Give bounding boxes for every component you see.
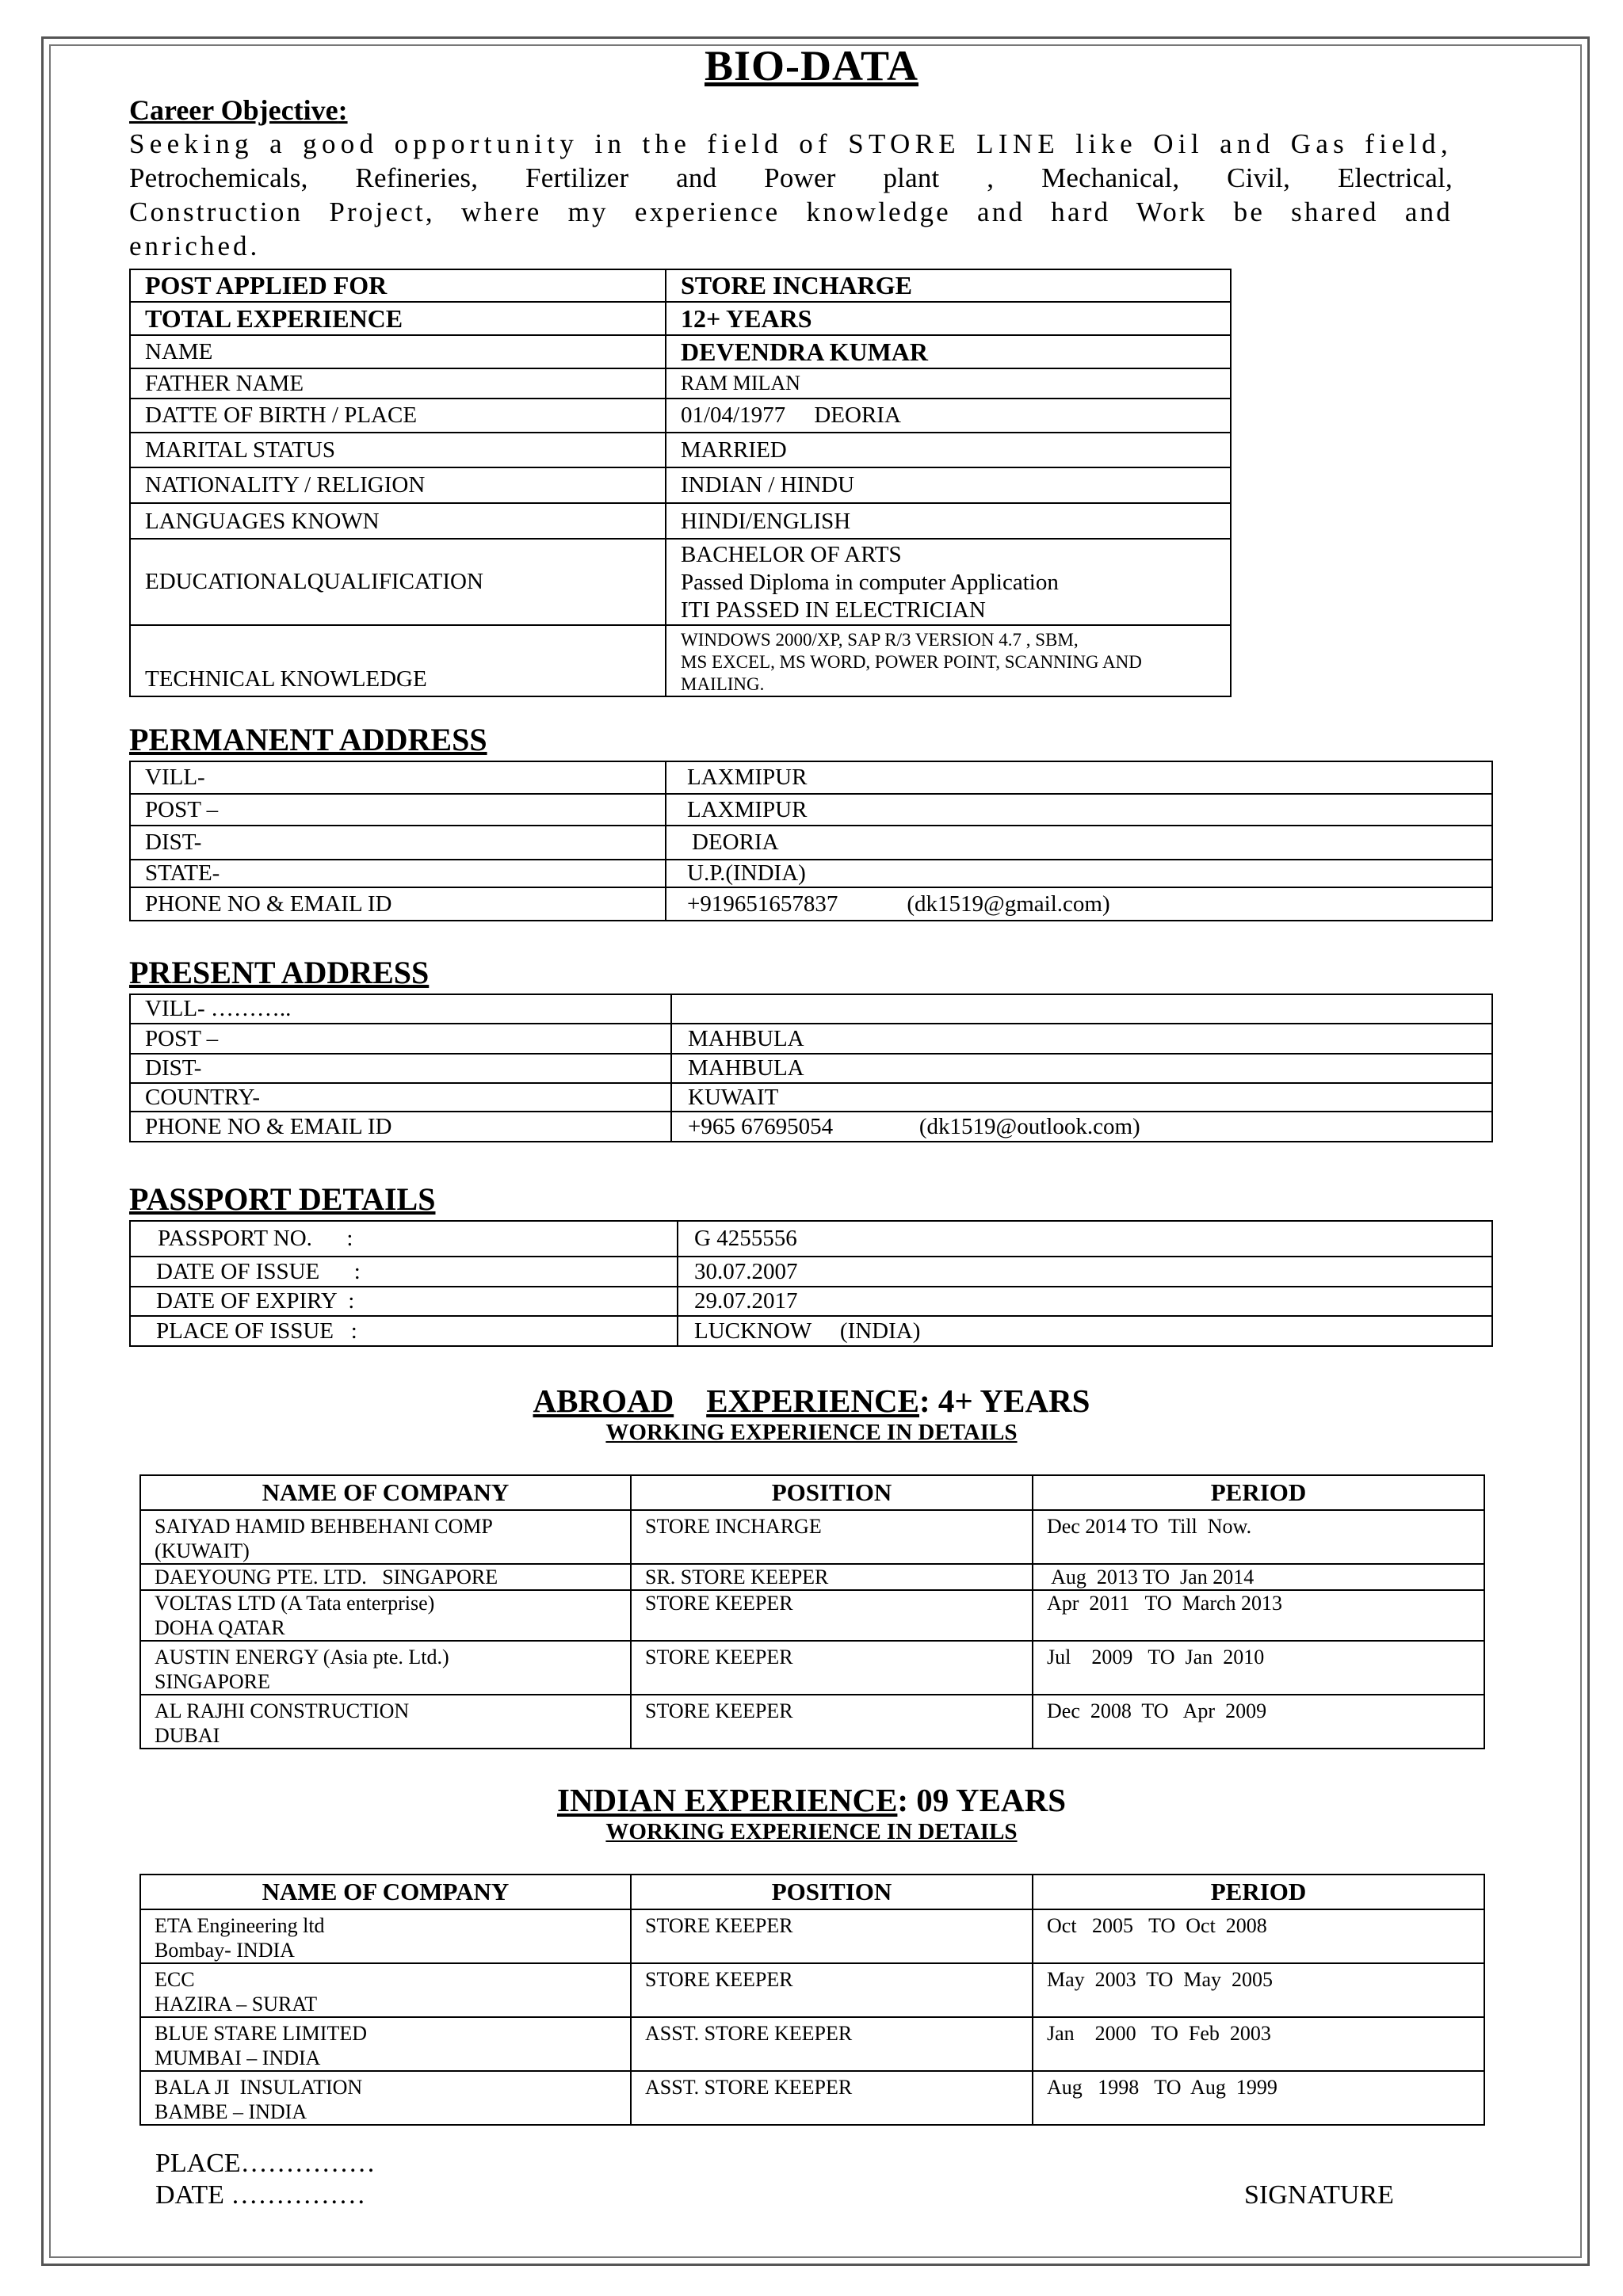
row-value: RAM MILAN: [666, 368, 1231, 399]
table-row: [130, 1024, 1492, 1054]
row-value: [671, 994, 1492, 1024]
company-cell: [140, 1590, 631, 1641]
company-cell: [140, 1695, 631, 1749]
permanent-address-table: [129, 761, 1493, 921]
table-row: [130, 625, 1231, 696]
row-label: PHONE NO & EMAIL ID: [130, 1112, 671, 1142]
value-line: MAILING.: [681, 674, 765, 694]
row-value: U.P.(INDIA): [666, 860, 1492, 887]
row-value: G 4255556: [678, 1221, 1492, 1257]
table-row: [130, 1316, 1492, 1346]
row-label: DATE OF ISSUE :: [130, 1257, 678, 1287]
column-header: POSITION: [631, 1475, 1033, 1510]
row-label: POST APPLIED FOR: [130, 269, 666, 302]
table-row: [130, 860, 1492, 887]
company-line: DUBAI: [155, 1724, 220, 1747]
career-objective-text: [129, 127, 1453, 263]
position-cell: STORE KEEPER: [631, 1590, 1033, 1641]
table-row: [140, 1695, 1484, 1749]
row-label: NAME: [130, 335, 666, 368]
personal-details-table: [129, 269, 1232, 697]
table-row: [130, 994, 1492, 1024]
period-cell: Aug 1998 TO Aug 1999: [1033, 2071, 1484, 2125]
passport-details-table: [129, 1220, 1493, 1347]
row-label: DATTE OF BIRTH / PLACE: [130, 399, 666, 433]
row-label: VILL- ………..: [130, 994, 671, 1024]
row-label: PASSPORT NO. :: [130, 1221, 678, 1257]
table-row: [130, 302, 1231, 335]
company-line: Bombay- INDIA: [155, 1939, 295, 1962]
table-row: [130, 826, 1492, 860]
row-value: DEVENDRA KUMAR: [666, 335, 1231, 368]
company-line: DAEYOUNG PTE. LTD. SINGAPORE: [155, 1566, 498, 1589]
column-header: NAME OF COMPANY: [140, 1475, 631, 1510]
objective-line: enriched.: [129, 231, 261, 261]
table-row: [140, 1590, 1484, 1641]
company-cell: [140, 2017, 631, 2071]
row-label: STATE-: [130, 860, 666, 887]
objective-line: Petrochemicals, Refineries, Fertilizer and Power plant , Mechanical, Civil, Electrical,: [129, 162, 1453, 193]
table-row: [130, 1054, 1492, 1083]
row-label: FATHER NAME: [130, 368, 666, 399]
company-line: HAZIRA – SURAT: [155, 1993, 318, 2016]
abroad-label: ABROAD: [533, 1383, 674, 1419]
present-address-table: [129, 994, 1493, 1142]
row-value: [666, 625, 1231, 696]
row-label: COUNTRY-: [130, 1083, 671, 1112]
table-row: [130, 539, 1231, 625]
value-line: MS EXCEL, MS WORD, POWER POINT, SCANNING AND: [681, 652, 1142, 672]
company-line: VOLTAS LTD (A Tata enterprise): [155, 1592, 435, 1615]
company-line: AL RAJHI CONSTRUCTION: [155, 1699, 410, 1722]
row-value: 12+ YEARS: [666, 302, 1231, 335]
place-line: PLACE……………: [155, 2149, 376, 2178]
company-line: DOHA QATAR: [155, 1616, 285, 1639]
row-value: INDIAN / HINDU: [666, 467, 1231, 503]
value-line: BACHELOR OF ARTS: [681, 542, 902, 567]
value-line: Passed Diploma in computer Application: [681, 570, 1059, 595]
position-cell: STORE KEEPER: [631, 1963, 1033, 2017]
row-value: 01/04/1977 DEORIA: [666, 399, 1231, 433]
company-line: BALA JI INSULATION: [155, 2076, 363, 2099]
date-line: DATE ……………: [155, 2180, 366, 2210]
table-row: [130, 433, 1231, 467]
indian-experience-subheading: WORKING EXPERIENCE IN DETAILS: [605, 1819, 1018, 1844]
objective-line: Construction Project, where my experience knowledge and hard Work be shared and: [129, 196, 1453, 227]
position-cell: STORE INCHARGE: [631, 1510, 1033, 1564]
abroad-years: : 4+ YEARS: [919, 1383, 1090, 1419]
company-cell: [140, 1564, 631, 1590]
row-value: MAHBULA: [671, 1024, 1492, 1054]
table-row: [130, 1221, 1492, 1257]
passport-details-heading: PASSPORT DETAILS: [129, 1181, 436, 1217]
signature-label: SIGNATURE: [1244, 2180, 1394, 2210]
row-value: MARRIED: [666, 433, 1231, 467]
table-row: [130, 335, 1231, 368]
period-cell: Aug 2013 TO Jan 2014: [1033, 1564, 1484, 1590]
position-cell: ASST. STORE KEEPER: [631, 2017, 1033, 2071]
abroad-experience-subheading: WORKING EXPERIENCE IN DETAILS: [605, 1420, 1018, 1445]
indian-experience-table: [139, 1874, 1485, 2126]
position-cell: ASST. STORE KEEPER: [631, 2071, 1033, 2125]
row-value: LAXMIPUR: [666, 761, 1492, 794]
table-row: [130, 1112, 1492, 1142]
experience-label: EXPERIENCE: [706, 1383, 920, 1419]
row-label: DIST-: [130, 1054, 671, 1083]
row-value: MAHBULA: [671, 1054, 1492, 1083]
position-cell: STORE KEEPER: [631, 1641, 1033, 1695]
row-value: 29.07.2017: [678, 1287, 1492, 1316]
abroad-experience-table: [139, 1474, 1485, 1749]
table-row: [130, 503, 1231, 539]
period-cell: Oct 2005 TO Oct 2008: [1033, 1909, 1484, 1963]
indian-years: : 09 YEARS: [897, 1782, 1067, 1818]
company-cell: [140, 1963, 631, 2017]
value-line: WINDOWS 2000/XP, SAP R/3 VERSION 4.7 , SBM,: [681, 630, 1079, 650]
company-line: ECC: [155, 1968, 195, 1991]
table-row: [130, 269, 1231, 302]
period-cell: May 2003 TO May 2005: [1033, 1963, 1484, 2017]
company-line: SAIYAD HAMID BEHBEHANI COMP: [155, 1515, 493, 1538]
period-cell: Dec 2008 TO Apr 2009: [1033, 1695, 1484, 1749]
row-value: +919651657837 (dk1519@gmail.com): [666, 887, 1492, 921]
row-label: LANGUAGES KNOWN: [130, 503, 666, 539]
company-line: ETA Engineering ltd: [155, 1914, 325, 1937]
table-row: [130, 1083, 1492, 1112]
company-cell: [140, 1510, 631, 1564]
company-line: (KUWAIT): [155, 1539, 250, 1562]
company-line: MUMBAI – INDIA: [155, 2046, 321, 2069]
company-line: BAMBE – INDIA: [155, 2100, 307, 2123]
career-objective-heading: Career Objective:: [129, 94, 348, 126]
period-cell: Apr 2011 TO March 2013: [1033, 1590, 1484, 1641]
period-cell: Jul 2009 TO Jan 2010: [1033, 1641, 1484, 1695]
row-label: MARITAL STATUS: [130, 433, 666, 467]
row-label: EDUCATIONALQUALIFICATION: [130, 539, 666, 625]
row-label: PLACE OF ISSUE :: [130, 1316, 678, 1346]
table-row: [130, 887, 1492, 921]
company-line: SINGAPORE: [155, 1670, 270, 1693]
row-value: LUCKNOW (INDIA): [678, 1316, 1492, 1346]
table-row: [140, 1510, 1484, 1564]
position-cell: SR. STORE KEEPER: [631, 1564, 1033, 1590]
row-value: LAXMIPUR: [666, 794, 1492, 826]
objective-line: Seeking a good opportunity in the field of STORE LINE like Oil and Gas field,: [129, 128, 1453, 159]
position-cell: STORE KEEPER: [631, 1695, 1033, 1749]
company-line: BLUE STARE LIMITED: [155, 2022, 367, 2045]
column-header: PERIOD: [1033, 1475, 1484, 1510]
row-value: KUWAIT: [671, 1083, 1492, 1112]
company-cell: [140, 1909, 631, 1963]
row-label: POST –: [130, 794, 666, 826]
table-row: [130, 399, 1231, 433]
table-row: [130, 761, 1492, 794]
table-row: [130, 794, 1492, 826]
present-address-heading: PRESENT ADDRESS: [129, 955, 430, 990]
column-header: POSITION: [631, 1875, 1033, 1909]
period-cell: Dec 2014 TO Till Now.: [1033, 1510, 1484, 1564]
document-title: BIO-DATA: [704, 42, 918, 90]
company-cell: [140, 2071, 631, 2125]
row-label: VILL-: [130, 761, 666, 794]
row-label: TECHNICAL KNOWLEDGE: [130, 625, 666, 696]
row-value: +965 67695054 (dk1519@outlook.com): [671, 1112, 1492, 1142]
table-row: [140, 1963, 1484, 2017]
table-row: [140, 2017, 1484, 2071]
abroad-experience-heading: [0, 1382, 1623, 1420]
table-row: [140, 2071, 1484, 2125]
period-cell: Jan 2000 TO Feb 2003: [1033, 2017, 1484, 2071]
column-header: NAME OF COMPANY: [140, 1875, 631, 1909]
row-label: TOTAL EXPERIENCE: [130, 302, 666, 335]
row-label: PHONE NO & EMAIL ID: [130, 887, 666, 921]
value-line: ITI PASSED IN ELECTRICIAN: [681, 597, 986, 623]
company-line: AUSTIN ENERGY (Asia pte. Ltd.): [155, 1646, 449, 1669]
row-value: 30.07.2007: [678, 1257, 1492, 1287]
column-header: PERIOD: [1033, 1875, 1484, 1909]
table-header-row: [140, 1475, 1484, 1510]
table-row: [130, 368, 1231, 399]
row-value: [666, 539, 1231, 625]
table-row: [140, 1909, 1484, 1963]
table-row: [140, 1564, 1484, 1590]
table-header-row: [140, 1875, 1484, 1909]
permanent-address-heading: PERMANENT ADDRESS: [129, 722, 487, 757]
row-value: STORE INCHARGE: [666, 269, 1231, 302]
company-cell: [140, 1641, 631, 1695]
indian-experience-heading: [0, 1781, 1623, 1819]
position-cell: STORE KEEPER: [631, 1909, 1033, 1963]
row-value: DEORIA: [666, 826, 1492, 860]
indian-experience-label: INDIAN EXPERIENCE: [556, 1782, 898, 1818]
table-row: [130, 1257, 1492, 1287]
table-row: [130, 467, 1231, 503]
table-row: [140, 1641, 1484, 1695]
row-label: DIST-: [130, 826, 666, 860]
row-value: HINDI/ENGLISH: [666, 503, 1231, 539]
table-row: [130, 1287, 1492, 1316]
row-label: DATE OF EXPIRY :: [130, 1287, 678, 1316]
row-label: NATIONALITY / RELIGION: [130, 467, 666, 503]
row-label: POST –: [130, 1024, 671, 1054]
